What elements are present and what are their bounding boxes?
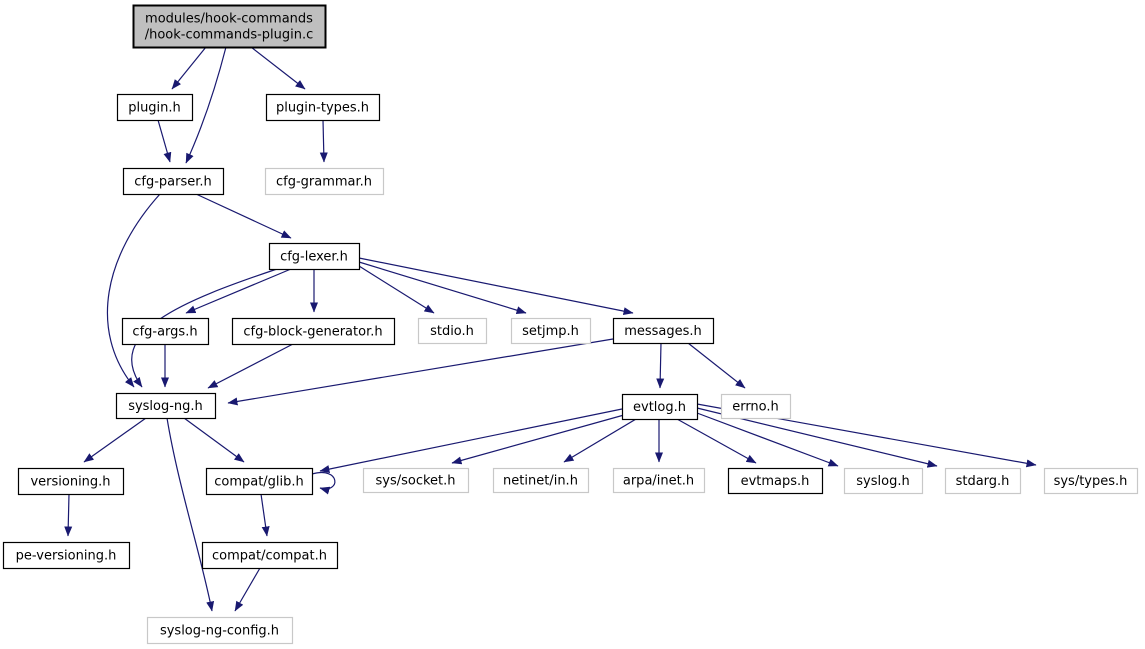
node-label-cfg-block-generator-h: cfg-block-generator.h	[243, 324, 383, 340]
node-cfg-args-h[interactable]	[123, 319, 209, 345]
edge-compat-glib-h--compat-compat-h	[261, 494, 267, 536]
node-label-netinet-in-h: netinet/in.h	[503, 473, 578, 489]
node-stdio-h[interactable]	[419, 319, 487, 344]
edge-compat-glib-h--compat-glib-h	[312, 473, 335, 489]
node-sys-types-h[interactable]	[1045, 469, 1138, 494]
edge-syslog-ng-h--syslog-ng-config-h	[167, 418, 212, 611]
node-label-syslog-ng-h: syslog-ng.h	[128, 399, 203, 414]
node-label-evtlog-h: evtlog.h	[633, 400, 686, 415]
edge-cfg-block-generator-h--syslog-ng-h	[208, 344, 293, 388]
node-plugin-h[interactable]	[118, 95, 193, 121]
node-label-cfg-parser-h: cfg-parser.h	[134, 174, 212, 190]
node-arpa-inet-h[interactable]	[614, 469, 705, 493]
node-label-cfg-grammar-h: cfg-grammar.h	[275, 174, 373, 190]
node-label-sys-types-h: sys/types.h	[1053, 474, 1128, 489]
edge-cfg-lexer-h--messages-h	[359, 258, 633, 313]
node-label-versioning-h: versioning.h	[30, 474, 111, 490]
edge-compat-compat-h--syslog-ng-config-h	[235, 568, 260, 611]
edge-messages-h--evtlog-h	[660, 343, 661, 388]
edge-cfg-parser-h--syslog-ng-h	[107, 194, 160, 387]
node-cfg-grammar-h[interactable]	[266, 169, 384, 195]
node-plugin-types-h[interactable]	[267, 95, 380, 121]
node-label-syslog-ng-config-h: syslog-ng-config.h	[159, 623, 280, 639]
node-label-hook-commands-plugin-c: modules/hook-commands /hook-commands-plugin.c	[144, 11, 314, 43]
edge-evtlog-h--evtmaps-h	[677, 419, 756, 463]
node-label-sys-socket-h: sys/socket.h	[375, 473, 456, 489]
node-compat-compat-h[interactable]	[203, 543, 338, 569]
node-cfg-block-generator-h[interactable]	[233, 319, 395, 345]
node-label-syslog-h: syslog.h	[856, 474, 910, 489]
edge-cfg-lexer-h--cfg-args-h	[186, 269, 291, 313]
node-label-plugin-h: plugin.h	[128, 100, 181, 116]
edge-hook-commands-plugin-c--plugin-h	[172, 47, 206, 89]
edge-versioning-h--pe-versioning-h	[68, 494, 69, 536]
node-cfg-lexer-h[interactable]	[270, 244, 360, 270]
node-label-compat-compat-h: compat/compat.h	[212, 548, 327, 564]
edge-plugin-types-h--cfg-grammar-h	[323, 120, 324, 162]
node-pe-versioning-h[interactable]	[4, 543, 130, 569]
node-netinet-in-h[interactable]	[494, 469, 589, 493]
edge-evtlog-h--syslog-h	[697, 413, 838, 466]
node-compat-glib-h[interactable]	[207, 469, 313, 495]
node-label-cfg-args-h: cfg-args.h	[132, 324, 198, 340]
node-setjmp-h[interactable]	[512, 319, 591, 344]
node-layer	[4, 6, 1138, 644]
node-evtlog-h[interactable]	[623, 395, 698, 420]
node-cfg-parser-h[interactable]	[124, 169, 224, 195]
edge-hook-commands-plugin-c--plugin-types-h	[251, 47, 305, 89]
node-errno-h[interactable]	[722, 395, 791, 419]
node-syslog-ng-config-h[interactable]	[148, 618, 293, 644]
node-hook-commands-plugin-c[interactable]	[134, 6, 326, 48]
edge-cfg-parser-h--cfg-lexer-h	[196, 194, 291, 238]
edge-syslog-ng-h--versioning-h	[84, 418, 146, 462]
node-syslog-ng-h[interactable]	[117, 394, 216, 419]
node-sys-socket-h[interactable]	[364, 469, 469, 493]
node-label-plugin-types-h: plugin-types.h	[275, 100, 370, 116]
node-label-pe-versioning-h: pe-versioning.h	[15, 548, 117, 564]
edge-evtlog-h--compat-glib-h	[320, 409, 622, 471]
node-label-setjmp-h: setjmp.h	[522, 324, 579, 339]
edge-evtlog-h--netinet-in-h	[564, 419, 636, 462]
node-stdarg-h[interactable]	[946, 469, 1021, 494]
edge-plugin-h--cfg-parser-h	[158, 120, 170, 162]
node-versioning-h[interactable]	[19, 469, 124, 495]
node-label-arpa-inet-h: arpa/inet.h	[622, 473, 695, 489]
edge-cfg-lexer-h--setjmp-h	[359, 262, 526, 313]
node-label-stdarg-h: stdarg.h	[955, 474, 1010, 489]
node-label-errno-h: errno.h	[732, 399, 779, 415]
edge-messages-h--syslog-ng-h	[228, 339, 613, 403]
edge-messages-h--errno-h	[688, 343, 745, 388]
node-evtmaps-h[interactable]	[729, 469, 823, 494]
node-messages-h[interactable]	[614, 319, 714, 344]
node-syslog-h[interactable]	[845, 469, 923, 494]
node-label-compat-glib-h: compat/glib.h	[214, 474, 304, 490]
node-label-stdio-h: stdio.h	[430, 324, 474, 339]
edge-syslog-ng-h--compat-glib-h	[184, 418, 244, 462]
node-label-messages-h: messages.h	[624, 324, 702, 339]
node-label-evtmaps-h: evtmaps.h	[740, 474, 810, 489]
node-label-cfg-lexer-h: cfg-lexer.h	[280, 249, 348, 265]
